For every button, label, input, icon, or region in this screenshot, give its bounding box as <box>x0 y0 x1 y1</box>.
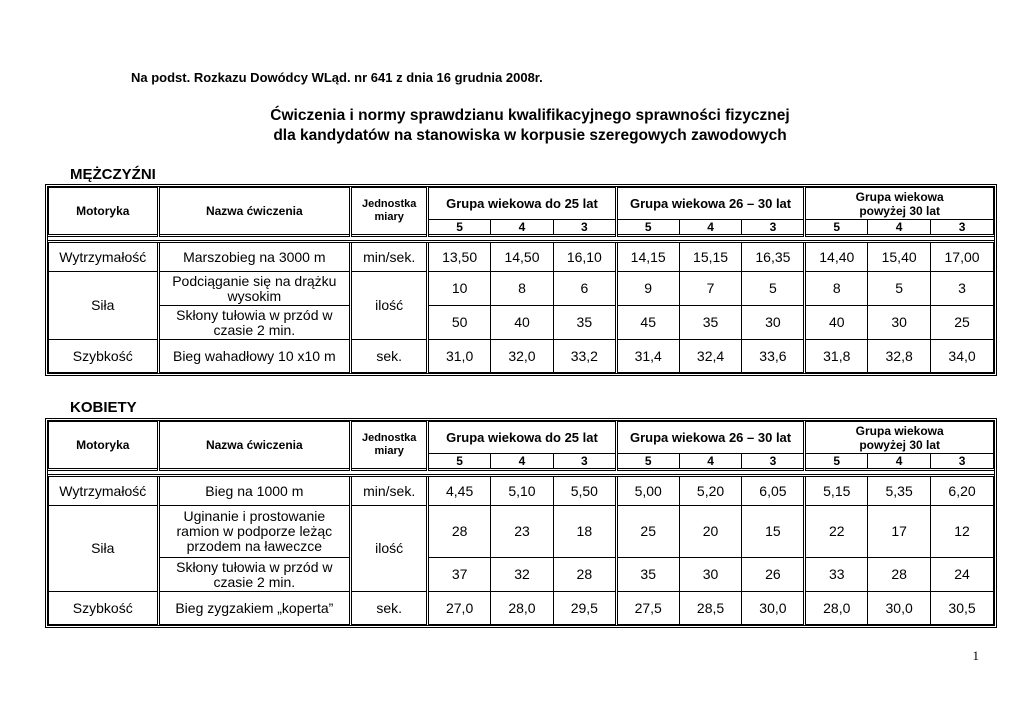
norm-value-cell: 5 <box>868 272 931 306</box>
norm-value-cell: 6,05 <box>742 476 805 506</box>
grade-header: 4 <box>491 454 554 470</box>
norm-value-cell: 28 <box>868 558 931 592</box>
norm-value-cell: 40 <box>491 306 554 340</box>
norm-value-cell: 30,0 <box>868 592 931 625</box>
norm-value-cell: 27,0 <box>428 592 491 625</box>
col-header-group-26-30: Grupa wiekowa 26 – 30 lat <box>616 188 805 220</box>
grade-header: 5 <box>616 454 679 470</box>
norm-value-cell: 16,10 <box>553 242 616 272</box>
grade-header: 5 <box>428 220 491 236</box>
norm-value-cell: 14,15 <box>616 242 679 272</box>
norm-value-cell: 15 <box>742 506 805 558</box>
document-title-line1: Ćwiczenia i normy sprawdzianu kwalifikacyjnego sprawności fizycznej <box>270 107 790 124</box>
page-number: 1 <box>972 648 979 663</box>
category-cell: Szybkość <box>49 340 159 373</box>
col-header-motoryka: Motoryka <box>49 188 159 236</box>
grade-header: 4 <box>679 220 742 236</box>
norm-value-cell: 29,5 <box>553 592 616 625</box>
norm-value-cell: 25 <box>616 506 679 558</box>
norm-value-cell: 23 <box>491 506 554 558</box>
norm-value-cell: 4,45 <box>428 476 491 506</box>
exercise-name-cell: Bieg wahadłowy 10 x10 m <box>158 340 351 373</box>
group3-header-line1: Grupa wiekowa <box>855 423 944 438</box>
group3-header-line2: powyżej 30 lat <box>859 437 941 452</box>
group3-header-line1: Grupa wiekowa <box>855 189 944 204</box>
grade-header: 3 <box>553 454 616 470</box>
group3-header-line2: powyżej 30 lat <box>859 203 941 218</box>
norm-value-cell: 5,35 <box>868 476 931 506</box>
norm-value-cell: 5,20 <box>679 476 742 506</box>
document-title-line2: dla kandydatów na stanowiska w korpusie szeregowych zawodowych <box>273 127 787 144</box>
norm-value-cell: 24 <box>931 558 994 592</box>
norm-value-cell: 5,10 <box>491 476 554 506</box>
exercise-name-cell: Uginanie i prostowanie ramion w podporze leżąc przodem na ławeczce <box>158 506 351 558</box>
norm-value-cell: 18 <box>553 506 616 558</box>
norm-value-cell: 32,4 <box>679 340 742 373</box>
norm-value-cell: 50 <box>428 306 491 340</box>
norm-value-cell: 30 <box>742 306 805 340</box>
col-header-group-under-25: Grupa wiekowa do 25 lat <box>428 422 617 454</box>
exercise-name-cell: Skłony tułowia w przód w czasie 2 min. <box>158 558 351 592</box>
unit-cell: ilość <box>351 506 428 592</box>
norm-value-cell: 33 <box>805 558 868 592</box>
norm-value-cell: 22 <box>805 506 868 558</box>
grade-header: 3 <box>931 454 994 470</box>
norm-value-cell: 26 <box>742 558 805 592</box>
men-section-heading: MĘŻCZYŹNI <box>70 166 156 183</box>
norm-value-cell: 15,40 <box>868 242 931 272</box>
norm-value-cell: 32,0 <box>491 340 554 373</box>
grade-header: 3 <box>742 220 805 236</box>
col-header-group-26-30: Grupa wiekowa 26 – 30 lat <box>616 422 805 454</box>
grade-header: 5 <box>428 454 491 470</box>
norm-value-cell: 40 <box>805 306 868 340</box>
norm-value-cell: 10 <box>428 272 491 306</box>
category-cell: Siła <box>49 506 159 592</box>
norm-value-cell: 14,40 <box>805 242 868 272</box>
norm-value-cell: 3 <box>931 272 994 306</box>
category-cell: Siła <box>49 272 159 340</box>
col-header-group-over-30 <box>805 422 994 454</box>
unit-cell: sek. <box>351 340 428 373</box>
women-norms-table <box>45 418 997 628</box>
grade-header: 4 <box>491 220 554 236</box>
norm-value-cell: 5 <box>742 272 805 306</box>
grade-header: 5 <box>805 220 868 236</box>
norm-value-cell: 31,0 <box>428 340 491 373</box>
norm-value-cell: 25 <box>931 306 994 340</box>
norm-value-cell: 9 <box>616 272 679 306</box>
norm-value-cell: 30 <box>679 558 742 592</box>
exercise-name-cell: Bieg na 1000 m <box>158 476 351 506</box>
norm-value-cell: 5,00 <box>616 476 679 506</box>
norm-value-cell: 30 <box>868 306 931 340</box>
norm-value-cell: 45 <box>616 306 679 340</box>
exercise-name-cell: Podciąganie się na drążku wysokim <box>158 272 351 306</box>
norm-value-cell: 6 <box>553 272 616 306</box>
exercise-name-cell: Bieg zygzakiem „koperta” <box>158 592 351 625</box>
norm-value-cell: 31,4 <box>616 340 679 373</box>
norm-value-cell: 7 <box>679 272 742 306</box>
women-section-heading: KOBIETY <box>70 399 137 416</box>
unit-cell: sek. <box>351 592 428 625</box>
norm-value-cell: 33,6 <box>742 340 805 373</box>
unit-header-line2: miary <box>374 445 404 457</box>
exercise-name-cell: Skłony tułowia w przód w czasie 2 min. <box>158 306 351 340</box>
col-header-unit <box>351 188 428 236</box>
grade-header: 5 <box>805 454 868 470</box>
grade-header: 4 <box>868 454 931 470</box>
norm-value-cell: 30,5 <box>931 592 994 625</box>
unit-cell: ilość <box>351 272 428 340</box>
norm-value-cell: 5,15 <box>805 476 868 506</box>
grade-header: 3 <box>742 454 805 470</box>
grade-header: 3 <box>553 220 616 236</box>
unit-cell: min/sek. <box>351 476 428 506</box>
norm-value-cell: 31,8 <box>805 340 868 373</box>
unit-header-line1: Jednostka <box>361 432 417 444</box>
norm-value-cell: 5,50 <box>553 476 616 506</box>
norm-value-cell: 17 <box>868 506 931 558</box>
unit-cell: min/sek. <box>351 242 428 272</box>
col-header-exercise: Nazwa ćwiczenia <box>158 422 351 470</box>
norm-value-cell: 28 <box>553 558 616 592</box>
order-reference: Na podst. Rozkazu Dowódcy WLąd. nr 641 z dnia 16 grudnia 2008r. <box>131 70 543 85</box>
norm-value-cell: 8 <box>805 272 868 306</box>
category-cell: Wytrzymałość <box>49 242 159 272</box>
norm-value-cell: 16,35 <box>742 242 805 272</box>
grade-header: 5 <box>616 220 679 236</box>
norm-value-cell: 15,15 <box>679 242 742 272</box>
norm-value-cell: 28 <box>428 506 491 558</box>
norm-value-cell: 30,0 <box>742 592 805 625</box>
norm-value-cell: 35 <box>616 558 679 592</box>
grade-header: 3 <box>931 220 994 236</box>
col-header-motoryka: Motoryka <box>49 422 159 470</box>
norm-value-cell: 28,5 <box>679 592 742 625</box>
norm-value-cell: 35 <box>553 306 616 340</box>
norm-value-cell: 33,2 <box>553 340 616 373</box>
norm-value-cell: 17,00 <box>931 242 994 272</box>
col-header-group-over-30 <box>805 188 994 220</box>
norm-value-cell: 32 <box>491 558 554 592</box>
grade-header: 4 <box>679 454 742 470</box>
exercise-name-cell: Marszobieg na 3000 m <box>158 242 351 272</box>
norm-value-cell: 8 <box>491 272 554 306</box>
unit-header-line1: Jednostka <box>361 198 417 210</box>
norm-value-cell: 6,20 <box>931 476 994 506</box>
men-norms-table <box>45 184 997 376</box>
col-header-exercise: Nazwa ćwiczenia <box>158 188 351 236</box>
norm-value-cell: 35 <box>679 306 742 340</box>
unit-header-line2: miary <box>374 211 404 223</box>
norm-value-cell: 13,50 <box>428 242 491 272</box>
norm-value-cell: 12 <box>931 506 994 558</box>
norm-value-cell: 14,50 <box>491 242 554 272</box>
col-header-group-under-25: Grupa wiekowa do 25 lat <box>428 188 617 220</box>
norm-value-cell: 28,0 <box>491 592 554 625</box>
category-cell: Szybkość <box>49 592 159 625</box>
norm-value-cell: 28,0 <box>805 592 868 625</box>
category-cell: Wytrzymałość <box>49 476 159 506</box>
norm-value-cell: 37 <box>428 558 491 592</box>
norm-value-cell: 27,5 <box>616 592 679 625</box>
col-header-unit <box>351 422 428 470</box>
norm-value-cell: 20 <box>679 506 742 558</box>
norm-value-cell: 34,0 <box>931 340 994 373</box>
norm-value-cell: 32,8 <box>868 340 931 373</box>
grade-header: 4 <box>868 220 931 236</box>
